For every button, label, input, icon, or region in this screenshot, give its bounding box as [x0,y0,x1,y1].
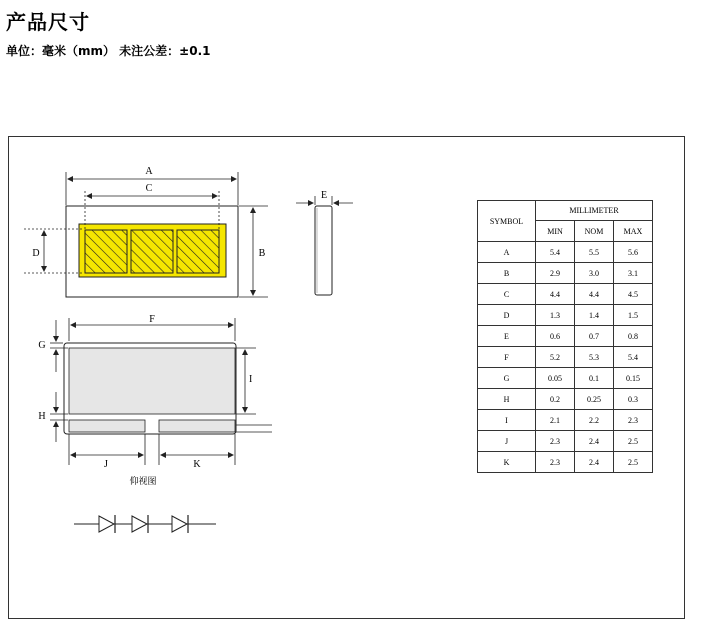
table-cell-nom: 4.4 [575,284,614,305]
table-cell-symbol: G [478,368,536,389]
led-chip-2 [131,230,173,273]
table-cell-max: 0.3 [614,389,653,410]
table-row [478,368,653,389]
table-cell-min: 2.3 [536,431,575,452]
dim-label-b: B [258,248,266,259]
table-cell-nom: 0.7 [575,326,614,347]
table-row [478,410,653,431]
table-row [478,389,653,410]
table-cell-max: 0.15 [614,368,653,389]
table-row [478,347,653,368]
table-cell-symbol: E [478,326,536,347]
table-cell-max: 4.5 [614,284,653,305]
table-cell-symbol: K [478,452,536,473]
table-cell-nom: 0.1 [575,368,614,389]
diode-icon [99,516,114,532]
table-cell-min: 1.3 [536,305,575,326]
table-header-max: MAX [614,221,653,242]
table-cell-nom: 5.5 [575,242,614,263]
table-cell-min: 5.4 [536,242,575,263]
dim-label-d: D [32,248,40,259]
top-view [24,166,268,297]
table-cell-nom: 2.4 [575,431,614,452]
table-cell-nom: 5.3 [575,347,614,368]
table-cell-symbol: F [478,347,536,368]
dim-label-f: F [149,314,155,325]
bottom-view-caption: 仰视图 [129,477,157,487]
table-cell-max: 2.5 [614,452,653,473]
dim-label-h: H [38,411,46,422]
bottom-pad-j [69,420,145,432]
table-cell-nom: 2.4 [575,452,614,473]
units-tolerance-note: 单位：毫米（mm） 未注公差：±0.1 [6,44,211,58]
table-cell-symbol: H [478,389,536,410]
table-cell-max: 2.5 [614,431,653,452]
table-row [478,326,653,347]
table-cell-nom: 2.2 [575,410,614,431]
table-row [478,263,653,284]
table-cell-max: 3.1 [614,263,653,284]
diode-icon [172,516,187,532]
table-header-min: MIN [536,221,575,242]
table-row [478,284,653,305]
table-row [478,242,653,263]
table-header-nom: NOM [575,221,614,242]
table-cell-min: 0.05 [536,368,575,389]
table-cell-nom: 1.4 [575,305,614,326]
table-cell-symbol: A [478,242,536,263]
led-chip-3 [177,230,219,273]
table-cell-nom: 3.0 [575,263,614,284]
dim-label-i: I [249,374,253,385]
table-cell-min: 2.3 [536,452,575,473]
bottom-pad-k [159,420,235,432]
table-cell-min: 5.2 [536,347,575,368]
table-row [478,305,653,326]
table-cell-symbol: C [478,284,536,305]
table-row [478,431,653,452]
table-cell-min: 2.9 [536,263,575,284]
dim-label-g: G [38,340,46,351]
table-row [478,452,653,473]
side-view-body [315,206,332,295]
dim-label-j: J [104,459,108,470]
side-view [296,190,353,295]
table-cell-symbol: D [478,305,536,326]
dim-label-e: E [320,190,328,201]
table-header-unit: MILLIMETER [536,201,653,221]
dim-label-k: K [193,459,201,470]
table-cell-min: 0.6 [536,326,575,347]
circuit-symbol [74,515,216,533]
dim-label-a: A [145,166,153,177]
table-cell-symbol: I [478,410,536,431]
table-cell-min: 4.4 [536,284,575,305]
table-cell-max: 1.5 [614,305,653,326]
dimension-table [477,200,653,473]
table-cell-symbol: B [478,263,536,284]
table-cell-max: 5.4 [614,347,653,368]
page-title: 产品尺寸 [6,10,90,34]
table-cell-min: 2.1 [536,410,575,431]
table-cell-max: 5.6 [614,242,653,263]
table-cell-symbol: J [478,431,536,452]
led-chip-1 [85,230,127,273]
table-header-symbol: SYMBOL [478,201,536,242]
table-cell-nom: 0.25 [575,389,614,410]
bottom-pad-main [69,348,235,414]
bottom-view [38,314,272,487]
table-cell-max: 2.3 [614,410,653,431]
table-cell-max: 0.8 [614,326,653,347]
table-cell-min: 0.2 [536,389,575,410]
dim-label-c: C [145,183,153,194]
diode-icon [132,516,147,532]
